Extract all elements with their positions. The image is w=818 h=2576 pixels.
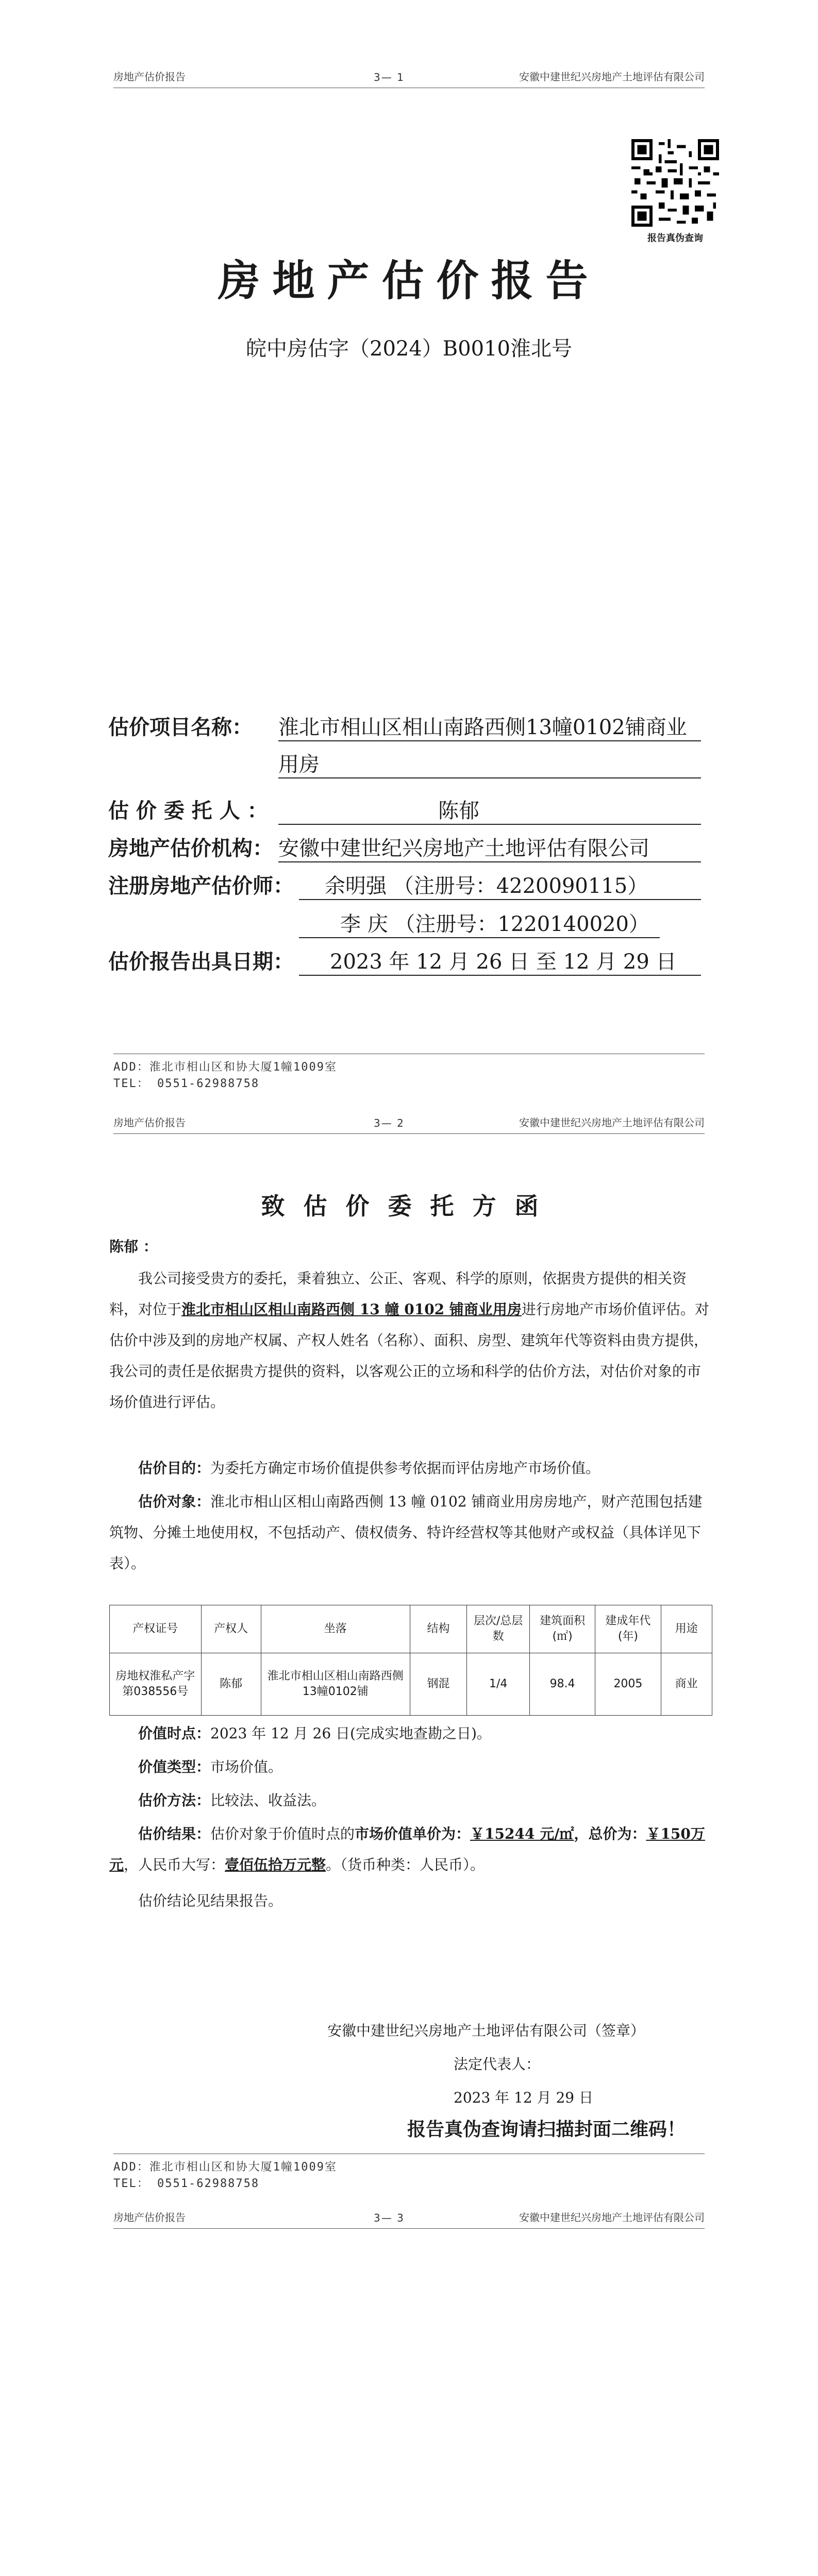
- result-label: 估价结果：: [138, 1825, 211, 1842]
- header-right: 安徽中建世纪兴房地产土地评估有限公司: [519, 2211, 705, 2224]
- col-structure: 结构: [410, 1605, 467, 1653]
- footer-tel: TEL： 0551-62988758: [113, 2177, 260, 2190]
- method-text: 比较法、收益法。: [210, 1792, 326, 1809]
- cell-area: 98.4: [530, 1653, 595, 1716]
- qr-caption: 报告真伪查询: [647, 233, 703, 244]
- letter-value-date: [109, 1718, 712, 1749]
- object-text: 淮北市相山区相山南路西侧 13 幢 0102 铺商业用房房地产，财产范围包括建筑物、分摊土地使用权，不包括动产、债权债务、特许经营权等其他财产或权益（具体详见下表）。: [109, 1493, 703, 1572]
- table-row: [110, 1653, 712, 1716]
- letter-result: [109, 1819, 712, 1880]
- cell-cert: 房地权淮私产字第038556号: [110, 1653, 202, 1716]
- value-type-label: 价值类型：: [138, 1758, 211, 1775]
- footer-address: ADD：淮北市相山区和协大厦1幢1009室: [113, 2161, 337, 2174]
- value-type-text: 市场价值。: [210, 1758, 283, 1775]
- result-rmb-words: 壹佰伍拾万元整: [225, 1856, 326, 1873]
- letter-addressee: 陈郁 ：: [109, 1238, 158, 1255]
- cell-location: 淮北市相山区相山南路西侧13幢0102铺: [261, 1653, 410, 1716]
- col-floor: 层次/总层数: [467, 1605, 530, 1653]
- header-left: 房地产估价报告: [113, 1116, 186, 1129]
- col-cert: 产权证号: [110, 1605, 202, 1653]
- p1-text: 我公司接受贵方的委托，秉着独立、公正、客观、科学的原则，依据贵方提供的相关资料，对位于: [109, 1270, 687, 1318]
- appraiser-1-value: 余明强 （注册号：4220090115）: [299, 870, 701, 900]
- project-name-label: 估价项目名称：: [108, 716, 253, 739]
- result-rmb-label: ，人民币大写：: [124, 1856, 225, 1873]
- col-location: 坐落: [261, 1605, 410, 1653]
- agency-label: 房地产估价机构：: [108, 837, 273, 860]
- result-total: ￥150万元: [109, 1825, 705, 1873]
- page-header-2: [113, 1113, 705, 1134]
- header-page-number: 3— 2: [374, 1117, 405, 1129]
- cell-structure: 钢混: [410, 1653, 467, 1716]
- value-date-text: 2023 年 12 月 26 日(完成实地查勘之日)。: [210, 1725, 491, 1742]
- letter-purpose: [109, 1453, 712, 1484]
- letter-paragraph-1: [109, 1263, 712, 1418]
- header-right: 安徽中建世纪兴房地产土地评估有限公司: [519, 1116, 705, 1129]
- letter-method: [109, 1785, 712, 1816]
- qr-code-icon[interactable]: [631, 139, 719, 227]
- client-label: 估 价 委 托 人 ：: [108, 799, 268, 823]
- agency-value: 安徽中建世纪兴房地产土地评估有限公司: [278, 832, 701, 862]
- scan-note: 报告真伪查询请扫描封面二维码！: [407, 2119, 686, 2140]
- col-year: 建成年代(年): [595, 1605, 661, 1653]
- cell-owner: 陈郁: [201, 1653, 261, 1716]
- cell-year: 2005: [595, 1653, 661, 1716]
- header-left: 房地产估价报告: [113, 2211, 186, 2224]
- letter-title: 致估价委托方函: [261, 1192, 557, 1220]
- cell-use: 商业: [661, 1653, 712, 1716]
- cell-floor: 1/4: [467, 1653, 530, 1716]
- letter-object: [109, 1486, 712, 1579]
- method-label: 估价方法：: [138, 1792, 211, 1809]
- result-currency: 。（货币种类：人民币）。: [326, 1856, 485, 1873]
- page-footer-2: [113, 2154, 705, 2192]
- object-label: 估价对象：: [138, 1493, 211, 1510]
- page-footer-1: [113, 1054, 705, 1092]
- page-header-1: [113, 67, 705, 88]
- p1-property: 淮北市相山区相山南路西侧 13 幢 0102 铺商业用房: [181, 1301, 522, 1318]
- client-value: 陈郁: [278, 794, 701, 825]
- col-owner: 产权人: [201, 1605, 261, 1653]
- result-text-a: 估价对象于价值时点的: [210, 1825, 355, 1842]
- header-right: 安徽中建世纪兴房地产土地评估有限公司: [519, 71, 705, 83]
- project-name-value: 淮北市相山区相山南路西侧13幢0102铺商业: [278, 711, 701, 741]
- page-header-3: [113, 2208, 705, 2229]
- footer-tel: TEL： 0551-62988758: [113, 1077, 260, 1090]
- appraiser-2-value: 李 庆 （注册号：1220140020）: [299, 908, 660, 938]
- appraiser-label: 注册房地产估价师：: [108, 874, 294, 898]
- property-table: [109, 1605, 712, 1716]
- header-page-number: 3— 1: [374, 71, 405, 83]
- value-date-label: 价值时点：: [138, 1725, 211, 1742]
- col-area: 建筑面积(㎡): [530, 1605, 595, 1653]
- document-number: 皖中房估字（2024）B0010淮北号: [246, 337, 572, 361]
- letter-value-type: [109, 1752, 712, 1783]
- footer-address: ADD：淮北市相山区和协大厦1幢1009室: [113, 1061, 337, 1074]
- issue-date-value: 2023 年 12 月 26 日 至 12 月 29 日: [299, 945, 701, 976]
- legal-rep: 法定代表人：: [454, 2056, 541, 2073]
- purpose-text: 为委托方确定市场价值提供参考依据而评估房地产市场价值。: [210, 1460, 600, 1477]
- result-total-label: ，总价为：: [574, 1825, 646, 1842]
- report-title: 房地产估价报告: [218, 257, 600, 306]
- project-name-value-cont: 用房: [278, 748, 701, 778]
- purpose-label: 估价目的：: [138, 1460, 211, 1477]
- issue-date-label: 估价报告出具日期：: [108, 950, 294, 974]
- result-unit-price: ￥15244 元/㎡: [470, 1825, 574, 1842]
- p1-rest: 进行房地产市场价值评估。对估价中涉及到的房地产权属、产权人姓名（名称）、面积、房型、建筑年代等资料由贵方提供，我公司的责任是依据贵方提供的资料，以客观公正的立场和科学的估价方法，对估价对象的市场价值进行评估。: [109, 1301, 709, 1411]
- result-unit-price-label: 市场价值单价为：: [355, 1825, 471, 1842]
- header-left: 房地产估价报告: [113, 71, 186, 83]
- col-use: 用途: [661, 1605, 712, 1653]
- letter-see-more: 估价结论见结果报告。: [138, 1892, 283, 1909]
- header-page-number: 3— 3: [374, 2212, 405, 2224]
- table-header-row: [110, 1605, 712, 1653]
- company-signature: 安徽中建世纪兴房地产土地评估有限公司（签章）: [327, 2022, 645, 2039]
- sign-date: 2023 年 12 月 29 日: [454, 2089, 594, 2106]
